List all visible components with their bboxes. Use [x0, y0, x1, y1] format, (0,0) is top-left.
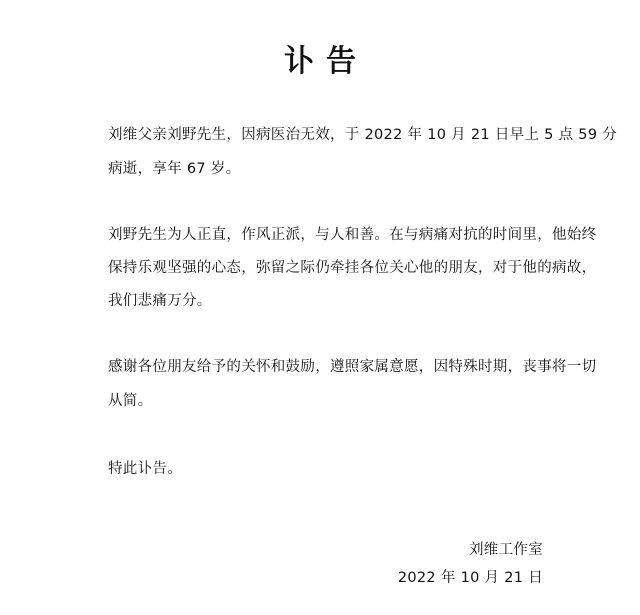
text-line: 刘野先生为人正直，作风正派，与人和善。在与病痛对抗的时间里，他始终 [108, 227, 597, 243]
text-line: 病逝，享年 67 岁。 [108, 161, 241, 177]
document-title: 讣告 [284, 44, 368, 79]
text-line: 刘维父亲刘野先生，因病医治无效，于 2022 年 10 月 21 日早上 5 点 59 分 [108, 127, 618, 143]
text-line: 我们悲痛万分。 [108, 293, 212, 309]
signature-date: 2022 年 10 月 21 日 [397, 570, 543, 586]
signature-org: 刘维工作室 [469, 542, 543, 558]
text-line: 保持乐观坚强的心态，弥留之际仍牵挂各位关心他的朋友，对于他的病故， [108, 260, 597, 276]
text-line: 感谢各位朋友给予的关怀和鼓励，遵照家属意愿，因特殊时期，丧事将一切 [108, 359, 597, 375]
text-line: 特此讣告。 [108, 461, 182, 477]
text-line: 从简。 [108, 393, 153, 409]
